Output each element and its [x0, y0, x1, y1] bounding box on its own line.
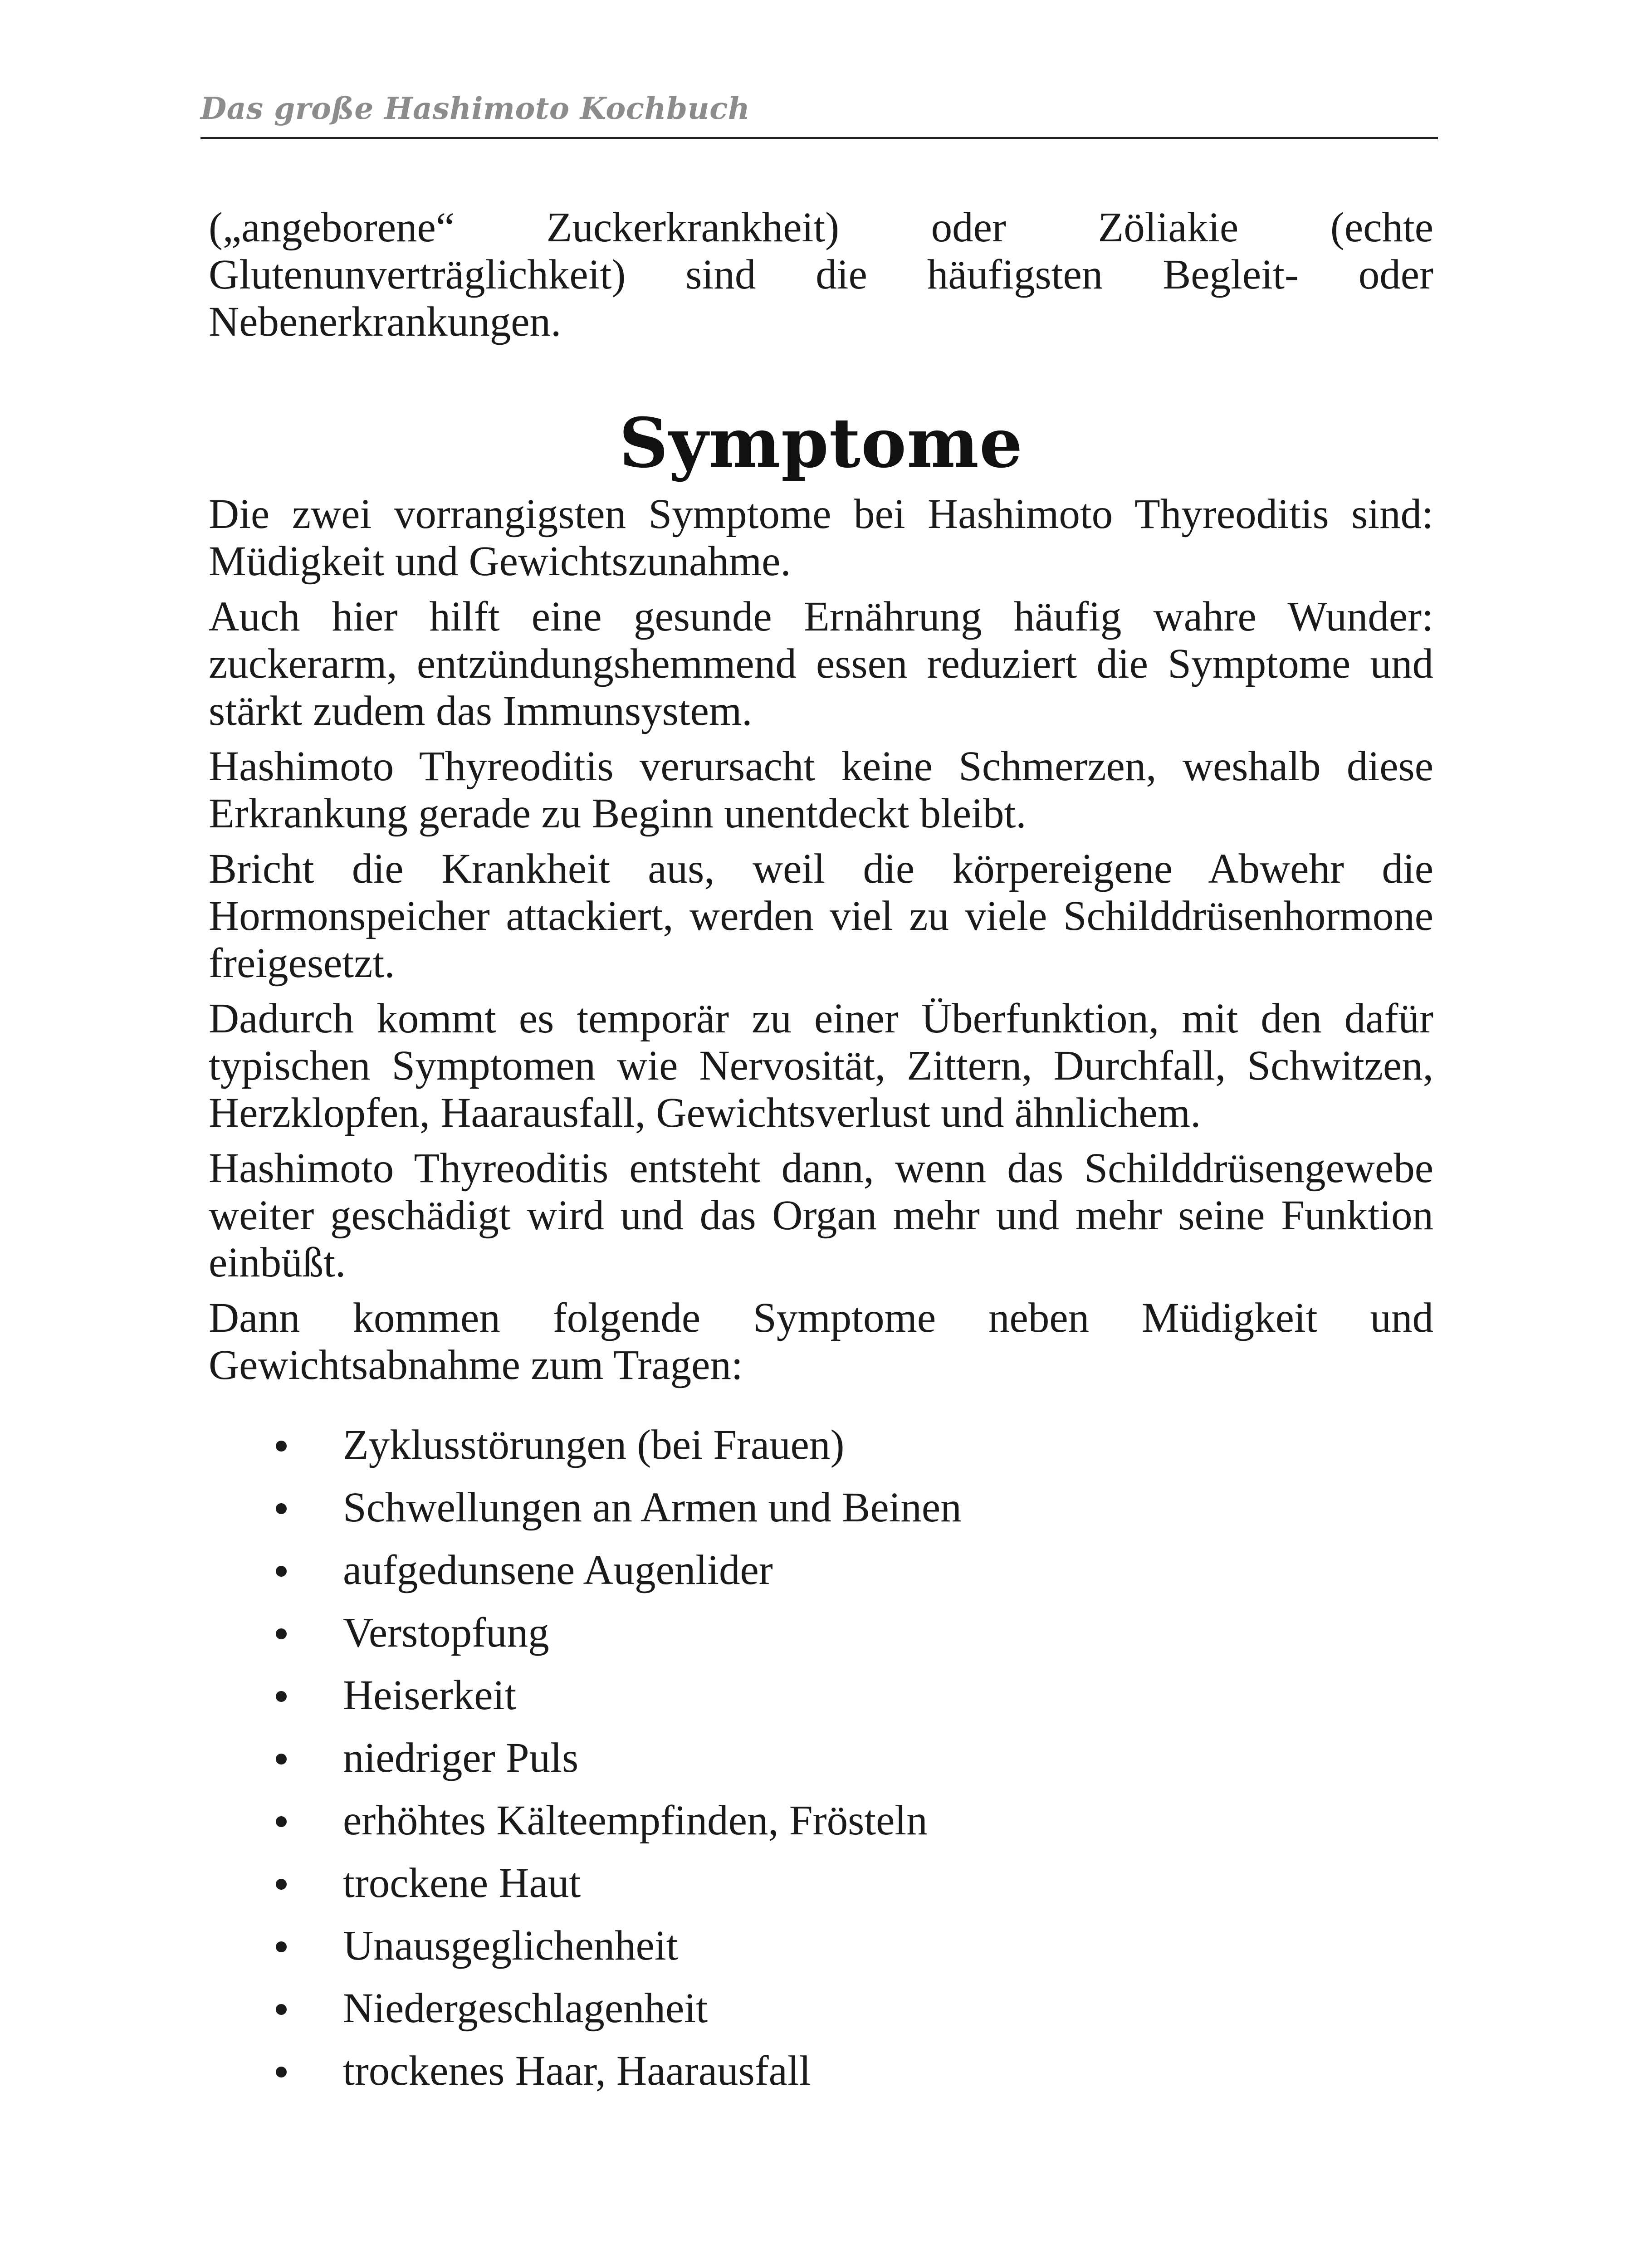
page-content [209, 204, 1433, 2110]
list-item-text: trockene Haut [343, 1860, 581, 1906]
list-item [209, 1672, 1433, 1719]
list-item-text: Niedergeschlagenheit [343, 1985, 708, 2032]
list-item [209, 1735, 1433, 1782]
body-paragraph: Dadurch kommt es temporär zu einer Überfunktion, mit den dafür typischen Symptomen wie Nervosität, Zittern, Durchfall, Schwitzen, Herzklopfen, Haarausfall, Gewichtsverlust und ähnlichem. [209, 995, 1433, 1136]
bullet-icon [276, 1879, 287, 1890]
list-item-text: erhöhtes Kälteempfinden, Frösteln [343, 1797, 928, 1844]
section-title: Symptome [619, 403, 1023, 483]
list-item [209, 1797, 1433, 1844]
list-item [209, 1609, 1433, 1657]
list-item-text: Zyklusstörungen (bei Frauen) [343, 1422, 845, 1468]
bullet-icon [276, 1503, 287, 1514]
body-paragraph: Auch hier hilft eine gesunde Ernährung häufig wahre Wunder: zuckerarm, entzündungshemmend essen reduziert die Symptome und stärkt zudem das Immunsystem. [209, 593, 1433, 734]
list-item [209, 2048, 1433, 2095]
bullet-icon [276, 1441, 287, 1452]
bullet-icon [276, 2004, 287, 2015]
list-item-text: Unausgeglichenheit [343, 1922, 678, 1969]
intro-paragraph: („angeborene“ Zuckerkrankheit) oder Zöliakie (echte Glutenunverträglichkeit) sind die häufigsten Begleit- oder Nebenerkrankungen. [209, 204, 1433, 345]
list-item [209, 1422, 1433, 1469]
list-item-text: Heiserkeit [343, 1672, 517, 1719]
bullet-icon [276, 1566, 287, 1577]
body-paragraph: Bricht die Krankheit aus, weil die körpereigene Abwehr die Hormonspeicher attackiert, werden viel zu viele Schilddrüsenhormone freigesetzt. [209, 846, 1433, 987]
list-item [209, 1547, 1433, 1594]
bullet-icon [276, 2067, 287, 2077]
list-item-text: niedriger Puls [343, 1735, 579, 1781]
symptom-list [209, 1422, 1433, 2095]
list-item-text: Schwellungen an Armen und Beinen [343, 1484, 962, 1531]
list-item-text: trockenes Haar, Haarausfall [343, 2048, 811, 2094]
list-item [209, 1985, 1433, 2032]
body-paragraph: Dann kommen folgende Symptome neben Müdigkeit und Gewichtsabnahme zum Tragen: [209, 1295, 1433, 1388]
body-paragraph: Hashimoto Thyreoditis entsteht dann, wenn das Schilddrüsengewebe weiter geschädigt wird und das Organ mehr und mehr seine Funktion einbüßt. [209, 1145, 1433, 1286]
list-item-text: Verstopfung [343, 1609, 549, 1656]
list-item-text: aufgedunsene Augenlider [343, 1547, 773, 1593]
list-item [209, 1922, 1433, 1970]
bullet-icon [276, 1691, 287, 1702]
list-item [209, 1860, 1433, 1907]
bullet-icon [276, 1941, 287, 1952]
bullet-icon [276, 1628, 287, 1639]
bullet-icon [276, 1816, 287, 1827]
running-header: Das große Hashimoto Kochbuch [200, 91, 750, 126]
body-paragraph: Hashimoto Thyreoditis verursacht keine Schmerzen, weshalb diese Erkrankung gerade zu Beginn unentdeckt bleibt. [209, 743, 1433, 837]
body-paragraph: Die zwei vorrangigsten Symptome bei Hashimoto Thyreoditis sind: Müdigkeit und Gewichtszunahme. [209, 491, 1433, 585]
list-item [209, 1484, 1433, 1531]
bullet-icon [276, 1754, 287, 1765]
header-divider [200, 137, 1438, 139]
